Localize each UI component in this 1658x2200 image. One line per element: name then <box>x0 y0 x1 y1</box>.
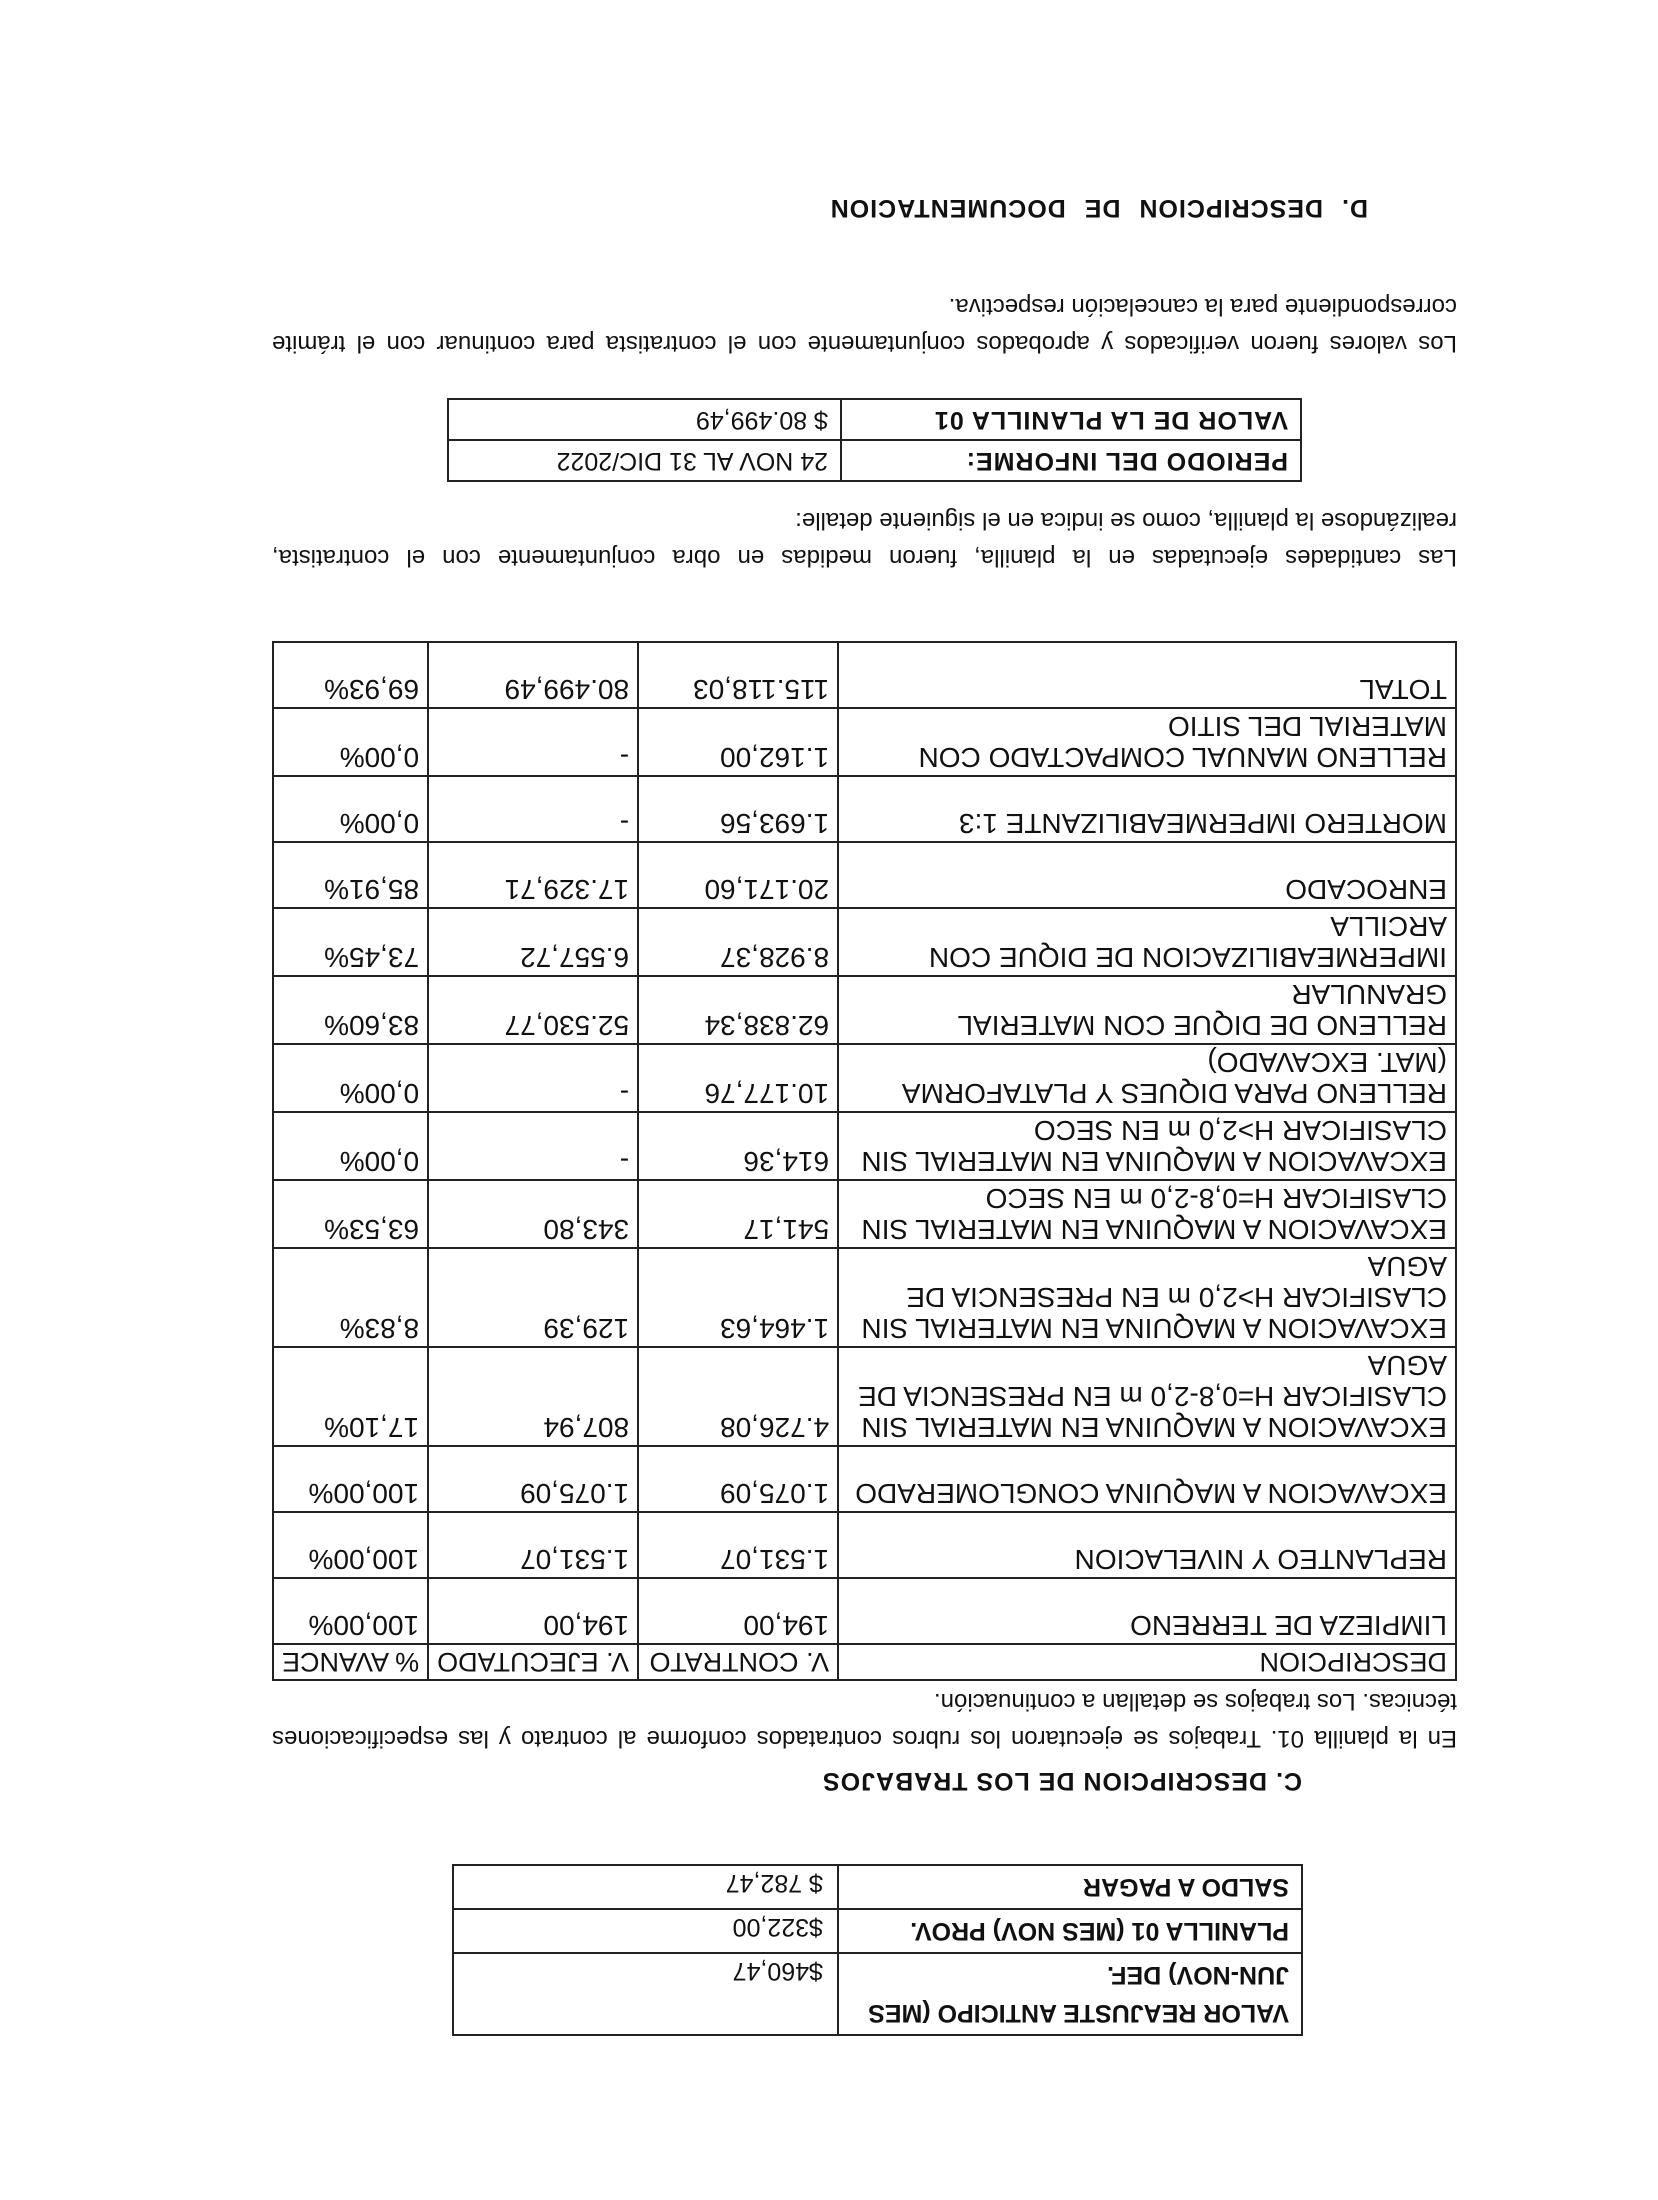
cell-contrato: 1.531,07 <box>638 1512 838 1578</box>
cell-ejecutado: 17.329,71 <box>428 842 638 908</box>
table-row <box>273 708 1456 776</box>
cell-descripcion: REPLANTEO Y NIVELACION <box>838 1512 1456 1578</box>
works-table <box>272 641 1457 1681</box>
cell-descripcion: EXCAVACION A MAQUINA EN MATERIAL SIN CLASIFICAR H=0,8-2,0 m EN SECO <box>838 1180 1456 1248</box>
measured-text: Las cantidades ejecutadas en la planilla, fueron medidas en obra conjuntamente con el contratista, realizándose la planilla, como se indica en el siguiente detalle: <box>272 507 1457 571</box>
cell-descripcion: RELLENO PARA DIQUES Y PLATAFORMA (MAT. EXCAVADO) <box>838 1044 1456 1112</box>
table-row <box>273 1512 1456 1578</box>
saldo-value: $ 782,47 <box>453 1865 838 1909</box>
cell-ejecutado: 194,00 <box>428 1578 638 1644</box>
cell-ejecutado: 807,94 <box>428 1347 638 1446</box>
cell-avance: 69,93% <box>273 642 428 708</box>
cell-avance: 100,00% <box>273 1512 428 1578</box>
table-row <box>273 1180 1456 1248</box>
period-value: 24 NOV AL 31 DIC/2022 <box>448 440 841 481</box>
cell-avance: 100,00% <box>273 1578 428 1644</box>
cell-ejecutado: - <box>428 1112 638 1180</box>
table-row <box>273 842 1456 908</box>
works-body <box>273 642 1456 1644</box>
cell-descripcion: IMPERMEABILIZACION DE DIQUE CON ARCILLA <box>838 908 1456 976</box>
planilla-value: $ 80.499,49 <box>448 399 841 440</box>
table-row <box>273 1248 1456 1347</box>
period-row <box>448 440 1301 481</box>
planilla-label: VALOR DE LA PLANILLA 01 <box>841 399 1301 440</box>
saldo-value: $460,47 <box>453 1953 838 2035</box>
cell-ejecutado: - <box>428 708 638 776</box>
cell-contrato: 8.928,37 <box>638 908 838 976</box>
cell-descripcion: MORTERO IMPERMEABILIZANTE 1:3 <box>838 776 1456 842</box>
cell-avance: 0,00% <box>273 1112 428 1180</box>
cell-contrato: 115.118,03 <box>638 642 838 708</box>
cell-contrato: 1.464,63 <box>638 1248 838 1347</box>
cell-avance: 17,10% <box>273 1347 428 1446</box>
cell-descripcion: EXCAVACION A MAQUINA CONGLOMERADO <box>838 1446 1456 1512</box>
planilla-value-row <box>448 399 1301 440</box>
cell-contrato: 62.838,34 <box>638 976 838 1044</box>
cell-descripcion: RELLENO DE DIQUE CON MATERIAL GRANULAR <box>838 976 1456 1044</box>
saldo-row-planilla <box>453 1909 1302 1953</box>
cell-descripcion: LIMPIEZA DE TERRENO <box>838 1578 1456 1644</box>
cell-descripcion: EXCAVACION A MAQUINA EN MATERIAL SIN CLASIFICAR H=0,8-2,0 m EN PRESENCIA DE AGUA <box>838 1347 1456 1446</box>
saldo-label: SALDO A PAGAR <box>838 1865 1302 1909</box>
cell-ejecutado: 129,39 <box>428 1248 638 1347</box>
table-row <box>273 1112 1456 1180</box>
table-row <box>273 1578 1456 1644</box>
table-row <box>273 1347 1456 1446</box>
section-d-title: D. DESCRIPCION DE DOCUMENTACION <box>829 194 1368 222</box>
cell-contrato: 194,00 <box>638 1578 838 1644</box>
cell-ejecutado: - <box>428 1044 638 1112</box>
saldo-label: VALOR REAJUSTE ANTICIPO (MES JUN-NOV) DEF. <box>838 1953 1302 2035</box>
cell-ejecutado: 6.557,72 <box>428 908 638 976</box>
cell-avance: 63,53% <box>273 1180 428 1248</box>
header-descripcion: DESCRIPCION <box>838 1644 1456 1680</box>
cell-ejecutado: - <box>428 776 638 842</box>
cell-ejecutado: 1.531,07 <box>428 1512 638 1578</box>
table-row <box>273 642 1456 708</box>
cell-ejecutado: 52.530,77 <box>428 976 638 1044</box>
cell-descripcion: EXCAVACION A MAQUINA EN MATERIAL SIN CLASIFICAR H>2,0 m EN PRESENCIA DE AGUA <box>838 1248 1456 1347</box>
cell-descripcion: ENROCADO <box>838 842 1456 908</box>
cell-avance: 8,83% <box>273 1248 428 1347</box>
cell-avance: 0,00% <box>273 708 428 776</box>
cell-ejecutado: 1.075,09 <box>428 1446 638 1512</box>
cell-avance: 0,00% <box>273 776 428 842</box>
table-row <box>273 976 1456 1044</box>
cell-descripcion: TOTAL <box>838 642 1456 708</box>
cell-ejecutado: 343,80 <box>428 1180 638 1248</box>
header-ejecutado: V. EJECUTADO <box>428 1644 638 1680</box>
table-row <box>273 1446 1456 1512</box>
table-row <box>273 776 1456 842</box>
cell-contrato: 614,36 <box>638 1112 838 1180</box>
verified-text: Los valores fueron verificados y aprobados conjuntamente con el contratista para continuar con el trámite correspondiente para la cancelación respectiva. <box>272 293 1457 357</box>
cell-descripcion: EXCAVACION A MAQUINA EN MATERIAL SIN CLASIFICAR H>2,0 m EN SECO <box>838 1112 1456 1180</box>
works-header-row <box>273 1644 1456 1680</box>
cell-avance: 73,45% <box>273 908 428 976</box>
cell-contrato: 1.162,00 <box>638 708 838 776</box>
section-c-title: C. DESCRIPCION DE LOS TRABAJOS <box>821 1767 1302 1795</box>
cell-ejecutado: 80.499,49 <box>428 642 638 708</box>
cell-contrato: 1.075,09 <box>638 1446 838 1512</box>
saldo-table <box>452 1864 1303 2036</box>
cell-avance: 85,91% <box>273 842 428 908</box>
period-table <box>447 398 1302 482</box>
cell-avance: 100,00% <box>273 1446 428 1512</box>
section-c-intro: En la planilla 01. Trabajos se ejecutaron los rubros contratados conforme al contrato y las especificaciones técnicas. Los trabajos se detallan a continuación. <box>272 1688 1457 1752</box>
saldo-value: $322,00 <box>453 1909 838 1953</box>
saldo-row-reajuste <box>453 1953 1302 2035</box>
saldo-row-total <box>453 1865 1302 1909</box>
cell-avance: 0,00% <box>273 1044 428 1112</box>
cell-contrato: 20.171,60 <box>638 842 838 908</box>
cell-descripcion: RELLENO MANUAL COMPACTADO CON MATERIAL DEL SITIO <box>838 708 1456 776</box>
table-row <box>273 908 1456 976</box>
header-avance: % AVANCE <box>273 1644 428 1680</box>
cell-contrato: 10.177,76 <box>638 1044 838 1112</box>
table-row <box>273 1044 1456 1112</box>
period-label: PERIODO DEL INFORME: <box>841 440 1301 481</box>
cell-avance: 83,60% <box>273 976 428 1044</box>
cell-contrato: 1.693,56 <box>638 776 838 842</box>
cell-contrato: 541,17 <box>638 1180 838 1248</box>
saldo-label: PLANILLA 01 (MES NOV) PROV. <box>838 1909 1302 1953</box>
cell-contrato: 4.726,08 <box>638 1347 838 1446</box>
header-contrato: V. CONTRATO <box>638 1644 838 1680</box>
